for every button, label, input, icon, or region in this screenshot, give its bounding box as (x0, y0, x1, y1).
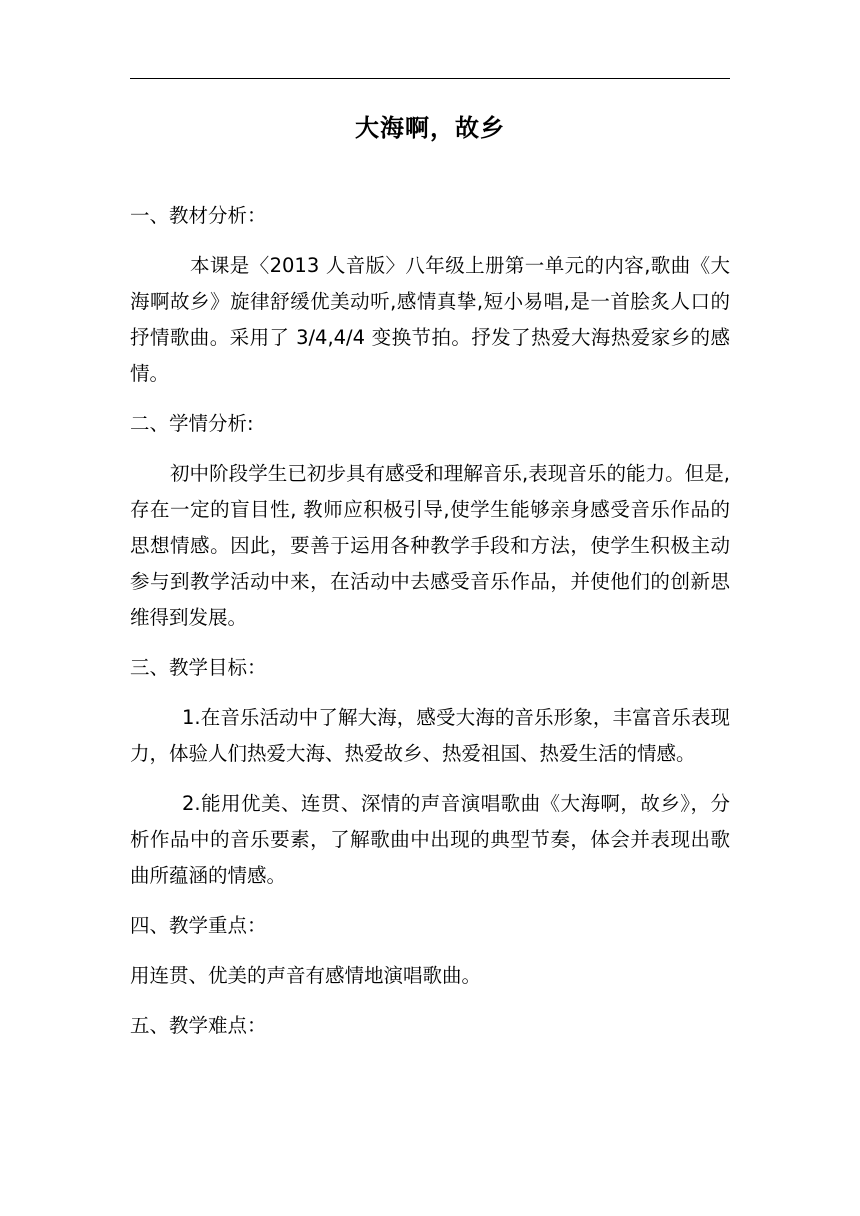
section-paragraph-goal-1: 1.在音乐活动中了解大海，感受大海的音乐形象，丰富音乐表现力，体验人们热爱大海、热爱故乡、热爱祖国、热爱生活的情感。 (130, 706, 730, 765)
section-heading-teaching-goals: 三、教学目标： (130, 656, 267, 679)
section-paragraph-goal-2: 2.能用优美、连贯、深情的声音演唱歌曲《大海啊，故乡》，分析作品中的音乐要素，了解歌曲中出现的典型节奏，体会并表现出歌曲所蕴涵的情感。 (130, 792, 730, 887)
section-heading-key-points: 四、教学重点： (130, 914, 267, 937)
document-title: 大海啊，故乡 (355, 114, 505, 142)
section-paragraph-student-analysis: 初中阶段学生已初步具有感受和理解音乐,表现音乐的能力。但是,存在一定的盲目性, 教师应积极引导,使学生能够亲身感受音乐作品的思想情感。因此，要善于运用各种教学手段和方法，使学生积极主动参与到教学活动中来，在活动中去感受音乐作品，并使他们的创新思维得到发展。 (130, 462, 730, 629)
section-heading-student-analysis: 二、学情分析: (130, 412, 254, 435)
section-heading-teaching-material: 一、教材分析： (130, 204, 267, 227)
section-heading-difficult-points: 五、教学难点： (130, 1014, 267, 1037)
section-paragraph-teaching-material: 本课是〈2013 人音版〉八年级上册第一单元的内容,歌曲《大海啊故乡》旋律舒缓优美动听,感情真挚,短小易唱,是一首脍炙人口的抒情歌曲。采用了 3/4,4/4 变换节拍。抒发了热爱大海热爱家乡的感情。 (130, 254, 730, 385)
section-paragraph-key-points: 用连贯、优美的声音有感情地演唱歌曲。 (130, 964, 482, 987)
header-rule (130, 78, 730, 79)
document-body (130, 198, 730, 1058)
